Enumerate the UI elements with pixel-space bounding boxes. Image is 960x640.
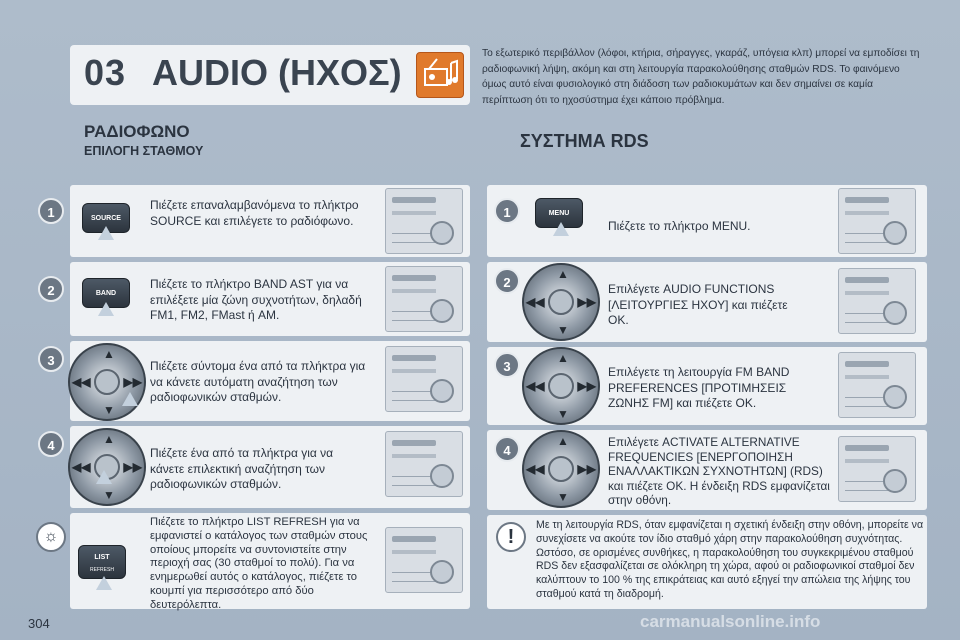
step-text: Πιέζετε σύντομα ένα από τα πλήκτρα για να κάνετε αυτόματη αναζήτηση των ραδιοφωνικών σταθμών.	[150, 359, 366, 404]
press-arrow-icon	[122, 392, 138, 406]
chapter-number: 03	[84, 52, 127, 93]
navigation-dial-icon: ◀◀ ▶▶ ▲ ▼	[68, 343, 146, 421]
radio-unit-thumbnail	[385, 266, 463, 332]
menu-key: MENU	[535, 198, 583, 228]
page-number: 304	[28, 616, 50, 631]
step-number-badge: 3	[494, 352, 520, 378]
watermark: carmanualsonline.info	[640, 612, 821, 631]
step-text: Πιέζετε επαναλαμβανόμενα το πλήκτρο SOURCE και επιλέγετε το ραδιόφωνο.	[150, 198, 359, 228]
press-arrow-icon	[96, 576, 112, 590]
step-number-badge: 2	[494, 268, 520, 294]
radio-unit-thumbnail	[385, 431, 463, 497]
tip-text: Πιέζετε το πλήκτρο LIST REFRESH για να εμφανιστεί ο κατάλογος των σταθμών στους οποίους μπορείτε να συντονιστείτε στην περιοχή σας (30 σταθμοί το πολύ). Για να ενημερωθεί αυτός ο κατάλογος, πιέζετε το κουμπί για περισσότερο από δύο δευτερόλεπτα.	[150, 516, 368, 611]
audio-radio-icon	[416, 52, 464, 98]
radio-unit-thumbnail	[838, 188, 916, 254]
press-arrow-icon	[98, 302, 114, 316]
key-label: REFRESH	[90, 567, 114, 573]
press-arrow-icon	[96, 470, 112, 484]
step-number-badge: 1	[494, 198, 520, 224]
radio-unit-thumbnail	[385, 527, 463, 593]
navigation-dial-icon: ◀◀ ▶▶ ▲ ▼	[68, 428, 146, 506]
intro-note: Το εξωτερικό περιβάλλον (λόφοι, κτήρια, σήραγγες, γκαράζ, υπόγεια κλπ) μπορεί να εμποδίσει τη ραδιοφωνική λήψη, ακόμη και στη λειτουργία παρακολούθησης σταθμών RDS. Το φαινόμενο όμως αυτό είναι φυσιολογικό στη διάδοση των ραδιοκυμάτων και δεν σημαίνει σε καμία περίπτωση ότι το ηχοσύστημα έχει κάποιο πρόβλημα.	[482, 48, 920, 106]
warning-exclamation-icon: !	[496, 522, 526, 552]
step-text: Επιλέγετε AUDIO FUNCTIONS [ΛΕΙΤΟΥΡΓΙΕΣ ΗΧΟΥ] και πιέζετε OK.	[608, 282, 788, 327]
radio-unit-thumbnail	[838, 352, 916, 418]
step-number-badge: 3	[38, 346, 64, 372]
step-text: Πιέζετε ένα από τα πλήκτρα για να κάνετε επιλεκτική αναζήτηση των ραδιοφωνικών σταθμών.	[150, 446, 334, 491]
radio-unit-thumbnail	[385, 346, 463, 412]
navigation-dial-icon: ◀◀ ▶▶ ▲ ▼	[522, 347, 600, 425]
step-text: Επιλέγετε τη λειτουργία FM BAND PREFERENCES [ΠΡΟΤΙΜΗΣΕΙΣ ΖΩΝΗΣ FM] και πιέζετε OK.	[608, 365, 790, 410]
chapter-title: AUDIO (ΗΧΟΣ)	[152, 52, 402, 93]
press-arrow-icon	[98, 226, 114, 240]
radio-unit-thumbnail	[838, 436, 916, 502]
step-number-badge: 4	[38, 431, 64, 457]
step-number-badge: 2	[38, 276, 64, 302]
source-key: SOURCE	[82, 203, 130, 233]
warning-text: Με τη λειτουργία RDS, όταν εμφανίζεται η σχετική ένδειξη στην οθόνη, μπορείτε να συνεχίσετε να ακούτε τον ίδιο σταθμό χάρη στην παρακολούθηση συχνότητας. Ωστόσο, σε ορισμένες συνθήκες, η παρακολούθηση του συγκεκριμένου σταθμού RDS δεν εξασφαλίζεται σε ολόκληρη τη χώρα, αφού οι ραδιοφωνικοί σταθμοί δεν καλύπτουν το 100 % της επικράτειας και αυτό εξηγεί την απώλεια της λήψης του σταθμού κατά τη διαδρομή.	[536, 519, 924, 600]
step-number-badge: 4	[494, 436, 520, 462]
band-key: BAND	[82, 278, 130, 308]
radio-unit-thumbnail	[385, 188, 463, 254]
tip-light-icon: ☼	[36, 522, 66, 552]
press-arrow-icon	[553, 222, 569, 236]
radio-section-title: ΡΑΔΙΟΦΩΝΟ	[84, 122, 190, 141]
navigation-dial-icon: ◀◀ ▶▶ ▲ ▼	[522, 430, 600, 508]
step-text: Επιλέγετε ACTIVATE ALTERNATIVE FREQUENCIES [ΕΝΕΡΓΟΠΟΙΗΣΗ ΕΝΑΛΛΑΚΤΙΚΩΝ ΣΥΧΝΟΤΗΤΩΝ] (RDS) και πιέζετε OK. Η ένδειξη RDS εμφανίζεται στην οθόνη.	[608, 435, 830, 507]
key-label: LIST	[94, 554, 110, 561]
list-refresh-key	[78, 545, 126, 579]
navigation-dial-icon: ◀◀ ▶▶ ▲ ▼	[522, 263, 600, 341]
rds-section-title: ΣΥΣΤΗΜΑ RDS	[520, 131, 649, 151]
step-text: Πιέζετε το πλήκτρο MENU.	[608, 219, 751, 233]
radio-unit-thumbnail	[838, 268, 916, 334]
step-number-badge: 1	[38, 198, 64, 224]
step-text: Πιέζετε το πλήκτρο BAND AST για να επιλέξετε μία ζώνη συχνοτήτων, δηλαδή FM1, FM2, FMast ή AM.	[150, 277, 362, 322]
station-selection-subtitle: ΕΠΙΛΟΓΗ ΣΤΑΘΜΟΥ	[84, 144, 204, 158]
